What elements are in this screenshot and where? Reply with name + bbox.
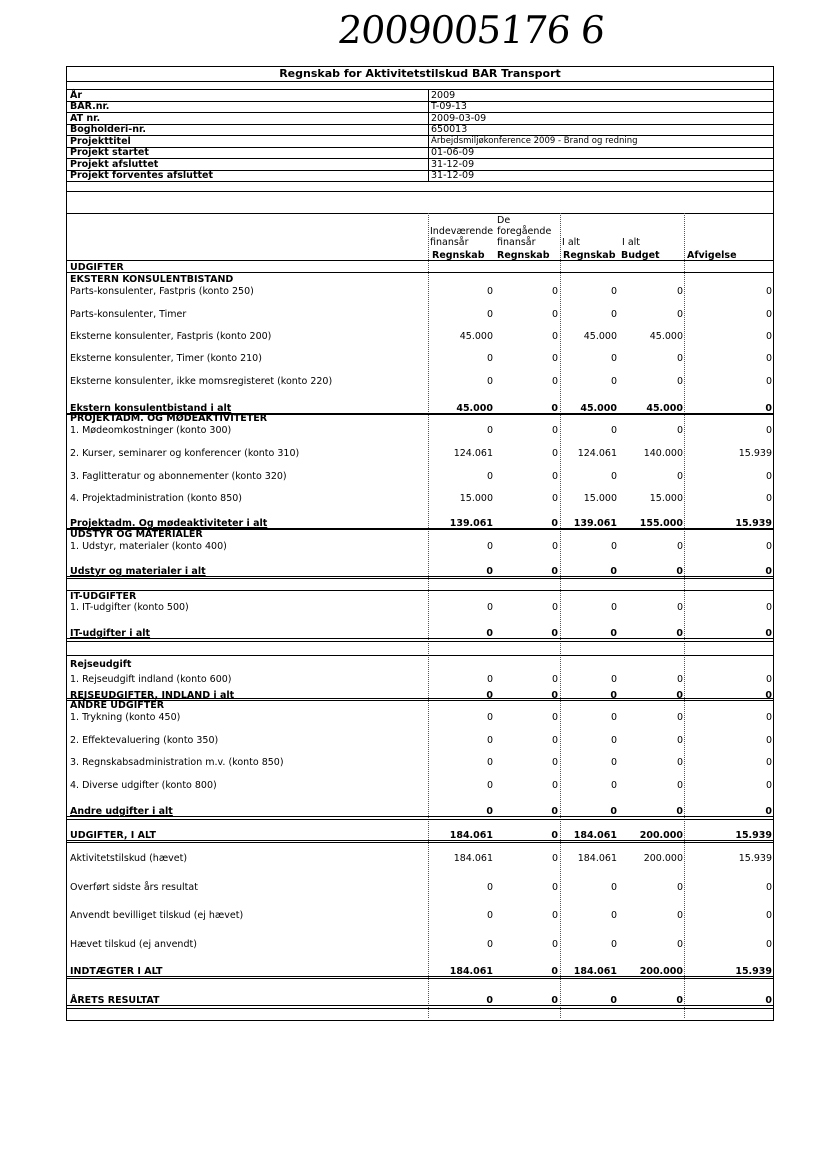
row-value: 0	[551, 882, 558, 893]
row-value: 184.061	[573, 966, 617, 977]
row-value: 0	[486, 286, 493, 297]
column-separator	[684, 213, 685, 1018]
row-value: 0	[486, 353, 493, 364]
section-rule	[66, 655, 774, 656]
row-value: 0	[765, 376, 772, 387]
row-label: INDTÆGTER I ALT	[70, 966, 163, 977]
row-value: 0	[765, 493, 772, 504]
row-value: 0	[610, 780, 617, 791]
row-value: 0	[765, 995, 772, 1006]
col2-header-top: De	[497, 215, 511, 226]
row-value: 0	[551, 602, 558, 613]
row-value: 184.061	[449, 830, 493, 841]
row-value: 124.061	[453, 448, 493, 459]
row-value: 0	[765, 403, 772, 414]
row-value: 0	[765, 425, 772, 436]
row-value: 0	[676, 690, 683, 701]
row-value: 140.000	[643, 448, 683, 459]
info-label: Projekt forventes afsluttet	[70, 170, 214, 181]
row-value: 0	[486, 566, 493, 577]
row-value: 0	[551, 309, 558, 320]
row-value: 0	[610, 674, 617, 685]
section-rule	[66, 842, 774, 843]
row-value: 0	[676, 541, 683, 552]
row-value: 0	[486, 995, 493, 1006]
total-rule	[66, 840, 774, 841]
row-value: 0	[676, 882, 683, 893]
row-value: 0	[551, 425, 558, 436]
row-value: 15.939	[738, 853, 772, 864]
col3-header: Regnskab	[563, 250, 616, 261]
row-value: 45.000	[583, 331, 617, 342]
row-label: 3. Faglitteratur og abonnementer (konto 320)	[70, 471, 287, 482]
info-value: 2009-03-09	[431, 112, 487, 124]
row-value: 184.061	[453, 853, 493, 864]
row-value: 0	[551, 995, 558, 1006]
info-label: Projekttitel	[70, 135, 131, 147]
total-rule	[66, 700, 774, 701]
row-value: 0	[551, 780, 558, 791]
row-value: 0	[486, 806, 493, 817]
row-value: 0	[551, 910, 558, 921]
row-value: 0	[610, 995, 617, 1006]
col1-header: Regnskab	[432, 250, 485, 261]
row-value: 0	[486, 780, 493, 791]
row-label: Parts-konsulenter, Fastpris (konto 250)	[70, 286, 254, 297]
row-value: 15.939	[735, 966, 772, 977]
info-rule	[66, 135, 774, 136]
row-value: 0	[610, 939, 617, 950]
row-value: 0	[551, 331, 558, 342]
section-heading: IT-UDGIFTER	[70, 591, 137, 602]
row-value: 0	[551, 735, 558, 746]
row-value: 0	[676, 566, 683, 577]
info-rule	[66, 112, 774, 113]
row-value: 45.000	[580, 403, 617, 414]
row-label: Aktivitetstilskud (hævet)	[70, 853, 188, 864]
row-value: 15.939	[735, 830, 772, 841]
row-value: 155.000	[639, 518, 683, 529]
row-label: 4. Projektadministration (konto 850)	[70, 493, 242, 504]
row-value: 124.061	[577, 448, 617, 459]
row-value: 0	[610, 471, 617, 482]
col4-header: Budget	[621, 250, 660, 261]
row-value: 0	[676, 674, 683, 685]
row-label: 1. Trykning (konto 450)	[70, 712, 181, 723]
row-value: 0	[551, 286, 558, 297]
info-label: År	[70, 89, 83, 101]
row-value: 0	[676, 353, 683, 364]
row-value: 0	[676, 712, 683, 723]
row-value: 0	[610, 806, 617, 817]
section-heading: UDGIFTER	[70, 262, 124, 273]
row-value: 0	[765, 541, 772, 552]
row-value: 0	[676, 628, 683, 639]
total-rule	[66, 576, 774, 577]
section-rule	[66, 1008, 774, 1009]
info-label: Projekt afsluttet	[70, 158, 159, 170]
row-value: 0	[610, 628, 617, 639]
row-value: 0	[610, 712, 617, 723]
info-value: Arbejdsmiljøkonference 2009 - Brand og redning	[431, 135, 638, 146]
row-value: 139.061	[573, 518, 617, 529]
row-value: 15.000	[459, 493, 493, 504]
row-value: 0	[765, 806, 772, 817]
row-value: 0	[676, 471, 683, 482]
row-value: 0	[551, 376, 558, 387]
row-value: 0	[551, 518, 558, 529]
row-value: 0	[676, 425, 683, 436]
col5-header: Afvigelse	[687, 250, 737, 261]
info-value: 31-12-09	[431, 170, 475, 181]
row-label: Eksterne konsulenter, Fastpris (konto 200)	[70, 331, 272, 342]
row-value: 0	[486, 309, 493, 320]
row-value: 0	[486, 674, 493, 685]
row-value: 0	[551, 353, 558, 364]
row-value: 15.939	[735, 518, 772, 529]
row-value: 0	[551, 853, 558, 864]
handwritten-document-id: 2009005176 6	[335, 8, 607, 52]
info-rule	[66, 101, 774, 102]
report-title: Regnskab for Aktivitetstilskud BAR Transport	[279, 67, 561, 80]
row-value: 0	[765, 939, 772, 950]
row-value: 0	[486, 541, 493, 552]
info-value: 2009	[431, 89, 456, 101]
row-label: Anvendt bevilliget tilskud (ej hævet)	[70, 910, 244, 921]
total-rule	[66, 638, 774, 639]
row-label: 2. Effektevaluering (konto 350)	[70, 735, 219, 746]
row-value: 0	[765, 882, 772, 893]
info-label: AT nr.	[70, 112, 101, 124]
info-divider	[428, 89, 429, 181]
row-value: 0	[765, 286, 772, 297]
row-value: 0	[610, 286, 617, 297]
row-value: 0	[676, 995, 683, 1006]
row-value: 15.000	[649, 493, 683, 504]
row-label: 4. Diverse udgifter (konto 800)	[70, 780, 217, 791]
row-label: Projektadm. Og mødeaktiviteter i alt	[70, 518, 268, 529]
row-value: 0	[551, 690, 558, 701]
row-value: 0	[765, 353, 772, 364]
info-value: 31-12-09	[431, 158, 475, 170]
section-heading: PROJEKTADM. OG MØDEAKTIVITETER	[70, 413, 268, 424]
row-value: 200.000	[639, 830, 683, 841]
row-value: 139.061	[449, 518, 493, 529]
row-value: 0	[765, 331, 772, 342]
row-value: 0	[610, 690, 617, 701]
info-bottom-rule	[66, 191, 774, 192]
info-rule	[66, 158, 774, 159]
row-value: 0	[486, 757, 493, 768]
row-label: UDGIFTER, I ALT	[70, 830, 156, 841]
info-rule	[66, 124, 774, 125]
row-value: 0	[765, 566, 772, 577]
info-rule	[66, 147, 774, 148]
section-heading: Rejseudgift	[70, 659, 132, 670]
row-value: 0	[765, 309, 772, 320]
row-value: 0	[486, 376, 493, 387]
row-value: 0	[610, 309, 617, 320]
row-label: Hævet tilskud (ej anvendt)	[70, 939, 197, 950]
row-value: 0	[551, 712, 558, 723]
row-value: 0	[610, 882, 617, 893]
row-value: 0	[486, 910, 493, 921]
row-value: 0	[551, 448, 558, 459]
row-value: 184.061	[449, 966, 493, 977]
row-label: Eksterne konsulenter, ikke momsregisteret (konto 220)	[70, 376, 333, 387]
row-label: REJSEUDGIFTER, INDLAND i alt	[70, 690, 235, 701]
row-label: IT-udgifter i alt	[70, 628, 151, 639]
row-value: 0	[551, 939, 558, 950]
section-rule	[66, 590, 774, 591]
row-value: 15.000	[583, 493, 617, 504]
row-value: 0	[551, 628, 558, 639]
info-value: 01-06-09	[431, 147, 475, 158]
row-label: Ekstern konsulentbistand i alt	[70, 403, 232, 414]
info-rule	[66, 89, 774, 90]
row-label: Andre udgifter i alt	[70, 806, 173, 817]
section-rule	[66, 641, 774, 642]
row-value: 0	[765, 602, 772, 613]
row-value: 200.000	[639, 966, 683, 977]
total-rule	[66, 1005, 774, 1006]
row-value: 45.000	[649, 331, 683, 342]
row-value: 0	[551, 541, 558, 552]
row-value: 0	[676, 286, 683, 297]
row-value: 0	[765, 910, 772, 921]
section-rule	[66, 272, 774, 273]
col1-header-top: Indeværende	[430, 226, 494, 237]
row-value: 0	[765, 628, 772, 639]
row-value: 0	[676, 910, 683, 921]
section-heading: UDSTYR OG MATERIALER	[70, 529, 203, 540]
col1-header-mid: finansår	[430, 237, 469, 248]
row-value: 15.939	[738, 448, 772, 459]
info-value: T-09-13	[431, 101, 467, 112]
row-value: 0	[551, 566, 558, 577]
row-value: 0	[551, 471, 558, 482]
row-value: 0	[765, 757, 772, 768]
row-value: 0	[765, 471, 772, 482]
col2-header-mid2: finansår	[497, 237, 536, 248]
row-label: 1. Mødeomkostninger (konto 300)	[70, 425, 232, 436]
info-rule	[66, 181, 774, 182]
row-label: Overført sidste års resultat	[70, 882, 198, 893]
row-value: 184.061	[577, 853, 617, 864]
row-label: 1. IT-udgifter (konto 500)	[70, 602, 189, 613]
row-value: 0	[551, 493, 558, 504]
info-label: Projekt startet	[70, 147, 149, 158]
info-label: Bogholderi-nr.	[70, 124, 146, 135]
row-value: 45.000	[459, 331, 493, 342]
col4-header-mid: I alt	[622, 237, 641, 248]
total-rule	[66, 816, 774, 817]
row-value: 184.061	[573, 830, 617, 841]
row-value: 0	[610, 541, 617, 552]
row-value: 0	[676, 806, 683, 817]
row-value: 0	[486, 471, 493, 482]
row-value: 0	[610, 757, 617, 768]
row-label: 1. Rejseudgift indland (konto 600)	[70, 674, 232, 685]
info-label: BAR.nr.	[70, 101, 110, 112]
row-value: 0	[765, 674, 772, 685]
row-value: 0	[486, 628, 493, 639]
section-rule	[66, 978, 774, 979]
row-value: 0	[486, 425, 493, 436]
row-value: 0	[551, 806, 558, 817]
row-value: 45.000	[646, 403, 683, 414]
row-value: 0	[765, 712, 772, 723]
row-value: 0	[486, 712, 493, 723]
row-value: 0	[486, 690, 493, 701]
row-label: 2. Kurser, seminarer og konferencer (konto 310)	[70, 448, 300, 459]
row-value: 0	[486, 735, 493, 746]
row-value: 0	[610, 735, 617, 746]
row-value: 0	[610, 566, 617, 577]
title-divider	[66, 81, 774, 82]
total-rule	[66, 976, 774, 977]
row-label: 1. Udstyr, materialer (konto 400)	[70, 541, 227, 552]
row-label: ÅRETS RESULTAT	[70, 995, 160, 1006]
header-divider	[66, 260, 774, 261]
info-value: 650013	[431, 124, 468, 135]
section-rule	[66, 819, 774, 820]
row-value: 0	[676, 939, 683, 950]
section-heading: EKSTERN KONSULENTBISTAND	[70, 274, 234, 285]
row-label: Udstyr og materialer i alt	[70, 566, 206, 577]
row-value: 0	[765, 735, 772, 746]
row-value: 0	[676, 757, 683, 768]
section-rule	[66, 578, 774, 579]
row-label: Eksterne konsulenter, Timer (konto 210)	[70, 353, 262, 364]
row-value: 0	[676, 376, 683, 387]
row-value: 0	[610, 910, 617, 921]
row-value: 0	[551, 403, 558, 414]
row-value: 0	[610, 376, 617, 387]
section-heading: ANDRE UDGIFTER	[70, 700, 165, 711]
row-value: 0	[765, 690, 772, 701]
row-value: 0	[676, 309, 683, 320]
row-value: 0	[676, 735, 683, 746]
row-value: 0	[676, 602, 683, 613]
row-value: 0	[551, 830, 558, 841]
row-label: 3. Regnskabsadministration m.v. (konto 850)	[70, 757, 284, 768]
header-top-rule	[66, 213, 774, 214]
row-value: 0	[676, 780, 683, 791]
row-value: 0	[610, 425, 617, 436]
row-value: 0	[486, 602, 493, 613]
col2-header: Regnskab	[497, 250, 550, 261]
row-label: Parts-konsulenter, Timer	[70, 309, 187, 320]
col2-header-mid1: foregående	[497, 226, 552, 237]
row-value: 0	[551, 966, 558, 977]
row-value: 200.000	[643, 853, 683, 864]
row-value: 0	[610, 602, 617, 613]
row-value: 0	[610, 353, 617, 364]
row-value: 0	[765, 780, 772, 791]
row-value: 0	[551, 674, 558, 685]
row-value: 0	[486, 882, 493, 893]
row-value: 45.000	[456, 403, 493, 414]
row-value: 0	[551, 757, 558, 768]
col3-header-mid: I alt	[562, 237, 581, 248]
row-value: 0	[486, 939, 493, 950]
